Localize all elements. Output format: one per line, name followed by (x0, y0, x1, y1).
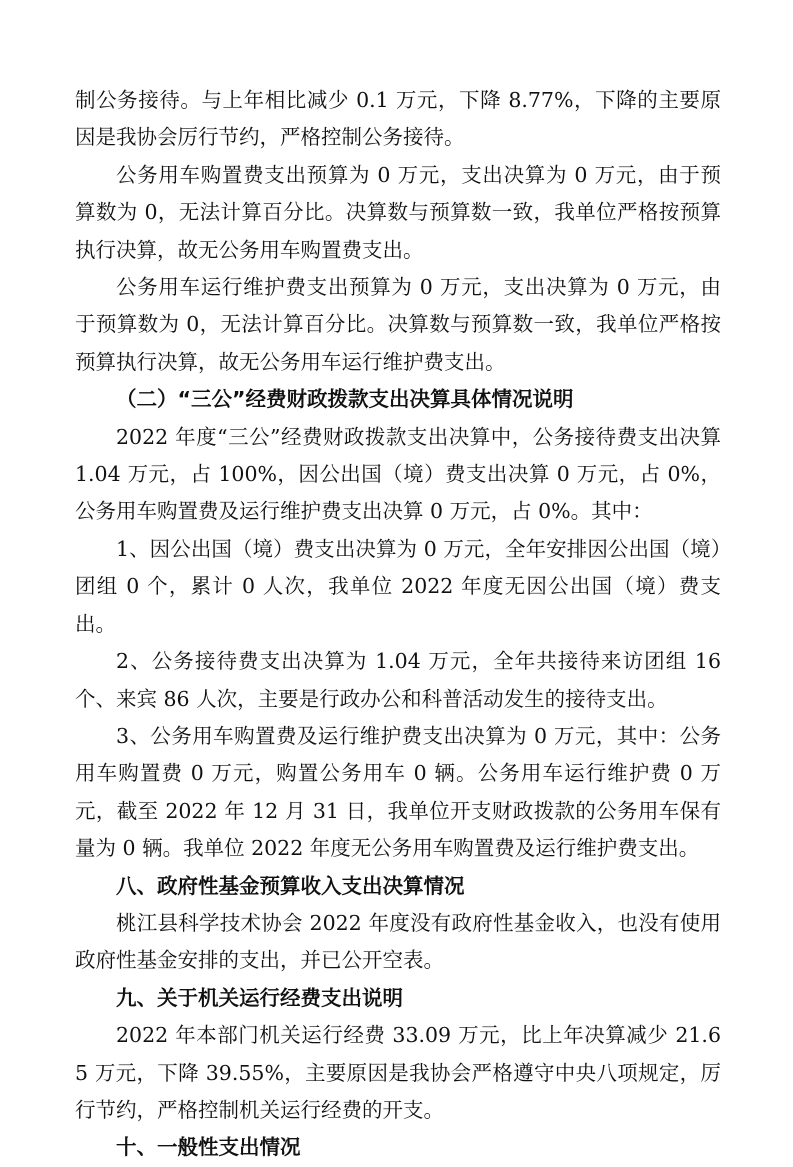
paragraph-vehicle-maintenance: 公务用车运行维护费支出预算为 0 万元，支出决算为 0 万元，由于预算数为 0，无法计算百分比。决算数与预算数一致，我单位严格按预算执行决算，故无公务用车运行维护费支出。 (75, 275, 721, 374)
heading-general-expenditure: 十、一般性支出情况 (116, 1135, 301, 1160)
paragraph-vehicle-costs: 3、公务用车购置费及运行维护费支出决算为 0 万元，其中：公务用车购置费 0 万元，购置公务用车 0 辆。公务用车运行维护费 0 万元，截至 2022 年 12 月 31 日，我单位开支财政拨款的公务用车保有量为 0 辆。我单位 2022 年度无公务用车购置费及运行维护费支出。 (75, 723, 721, 861)
paragraph-overseas-travel: 1、因公出国（境）费支出决算为 0 万元，全年安排因公出国（境）团组 0 个，累计 0 人次，我单位 2022 年度无因公出国（境）费支出。 (75, 536, 721, 636)
paragraph-operating-expenses: 2022 年本部门机关运行经费 33.09 万元，比上年决算减少 21.65 万元，下降 39.55%，主要原因是我协会严格遵守中央八项规定，厉行节约，严格控制机关运行经费的开支。 (75, 1023, 721, 1122)
paragraph-three-public-summary: 2022 年度“三公”经费财政拨款支出决算中，公务接待费支出决算 1.04 万元，占 100%，因公出国（境）费支出决算 0 万元，占 0%，公务用车购置费及运行维护费支出决算 0 万元，占 0%。其中： (75, 424, 721, 524)
paragraph-hospitality-tail: 制公务接待。与上年相比减少 0.1 万元，下降 8.77%，下降的主要原因是我协会厉行节约，严格控制公务接待。 (75, 88, 721, 150)
document-body (75, 82, 721, 1167)
paragraph-government-fund: 桃江县科学技术协会 2022 年度没有政府性基金收入，也没有使用政府性基金安排的支出，并已公开空表。 (75, 910, 721, 973)
heading-three-public-details: （二）“三公”经费财政拨款支出决算具体情况说明 (116, 387, 574, 412)
paragraph-hospitality: 2、公务接待费支出决算为 1.04 万元，全年共接待来访团组 16 个、来宾 86 人次，主要是行政办公和科普活动发生的接待支出。 (75, 649, 721, 711)
heading-government-fund: 八、政府性基金预算收入支出决算情况 (116, 873, 465, 898)
paragraph-vehicle-purchase: 公务用车购置费支出预算为 0 万元，支出决算为 0 万元，由于预算数为 0，无法计算百分比。决算数与预算数一致，我单位严格按预算执行决算，故无公务用车购置费支出。 (75, 162, 721, 262)
heading-operating-expenses: 九、关于机关运行经费支出说明 (116, 985, 403, 1010)
